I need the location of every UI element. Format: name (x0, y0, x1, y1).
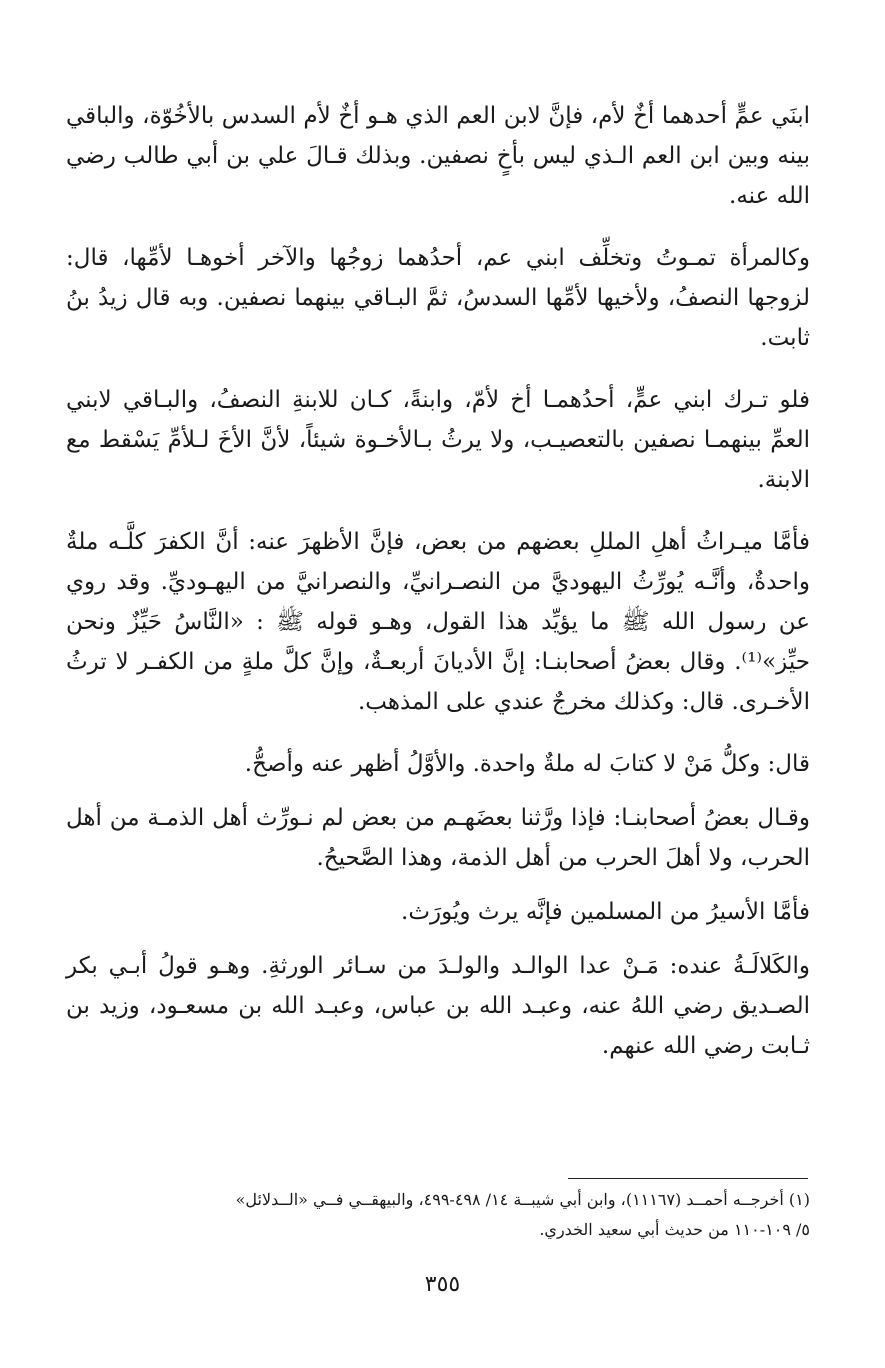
paragraph-6: وقـال بعضُ أصحابنـا: فإذا ورَّثنا بعضَهـم من بعض لم نـورِّث أهل الذمـة من أهل الحرب، ولا أهلَ الحرب من أهل الذمة، وهذا الصَّحيحُ. (66, 805, 810, 871)
paragraph-4: فأمَّا ميـراثُ أهلِ المللِ بعضهم من بعض، فإنَّ الأظهرَ عنه: أنَّ الكفرَ كلَّـه ملةٌ واحدةٌ، وأنَّـه يُورِّثُ اليهوديَّ من النصـرانيِّ، والنصرانيَّ من اليهـوديِّ. وقد روي عن رسول الله ﷺ ما يؤيِّد هذا القول، وهـو قوله ﷺ : «النَّاسُ حَيِّزٌ ونحن حيِّز»⁽¹⁾. وقال بعضُ أصحابنـا: إنَّ الأديانَ أربعـةٌ، وإنَّ كلَّ ملةٍ من الكفـر لا ترثُ الأخـرى. قال: وكذلك مخرجٌ عندي على المذهب. (66, 529, 810, 715)
footnote-line-1: (١) أخرجــه أحمــد (١١١٦٧)، وابن أبي شيبــة ١٤/ ٤٩٨-٤٩٩، والبيهقــي فــي «الــدلائل» (235, 1190, 810, 1209)
paragraph-2: وكالمرأة تمـوتُ وتخلِّف ابني عم، أحدُهما زوجُها والآخر أخوهـا لأمِّها، قال: لزوجها النصفُ، ولأخيها لأمِّها السدسُ، ثمَّ البـاقي بينهما نصفين. وبه قال زيدُ بنُ ثابت. (66, 245, 810, 351)
footnote-line-2: ٥/ ١٠٩-١١٠ من حديث أبي سعيد الخدري. (539, 1220, 810, 1239)
paragraph-5: قال: وكلُّ مَنْ لا كتابَ له ملةٌ واحدة. والأوَّلُ أظهر عنه وأصحُّ. (244, 751, 810, 777)
paragraph-3: فلو تـرك ابني عمٍّ، أحدُهمـا أخ لأمّ، وابنةً، كـان للابنةِ النصفُ، والبـاقي لابني العمِّ بينهمـا نصفين بالتعصيـب، ولا يرثُ بـالأخـوة شيئاً، لأنَّ الأخَ لـلأمِّ يَسْقط مع الابنة. (66, 387, 810, 493)
footnote (66, 1185, 810, 1245)
footnote-divider (568, 1178, 808, 1179)
page-body (66, 96, 810, 1088)
paragraph-1: ابنَي عمٍّ أحدهما أخٌ لأم، فإنَّ لابن العم الذي هـو أخٌ لأم السدس بالأخُوّة، والباقي بينه وبين ابن العم الـذي ليس بأخٍ نصفين. وبذلك قـالَ علي بن أبي طالب رضي الله عنه. (66, 103, 810, 209)
paragraph-7: فأمَّا الأسيرُ من المسلمين فإنَّه يرث ويُورَث. (401, 899, 810, 925)
page-number: ٣٥٥ (424, 1272, 461, 1297)
paragraph-8: والكَلالَـةُ عنده: مَـنْ عدا الوالـد والولـدَ من سـائر الورثةِ. وهـو قولُ أبـي بكر الصـديق رضي اللهُ عنه، وعبـد الله بن عباس، وعبـد الله بن مسعـود، وزيد بن ثـابت رضي الله عنهم. (66, 953, 810, 1059)
